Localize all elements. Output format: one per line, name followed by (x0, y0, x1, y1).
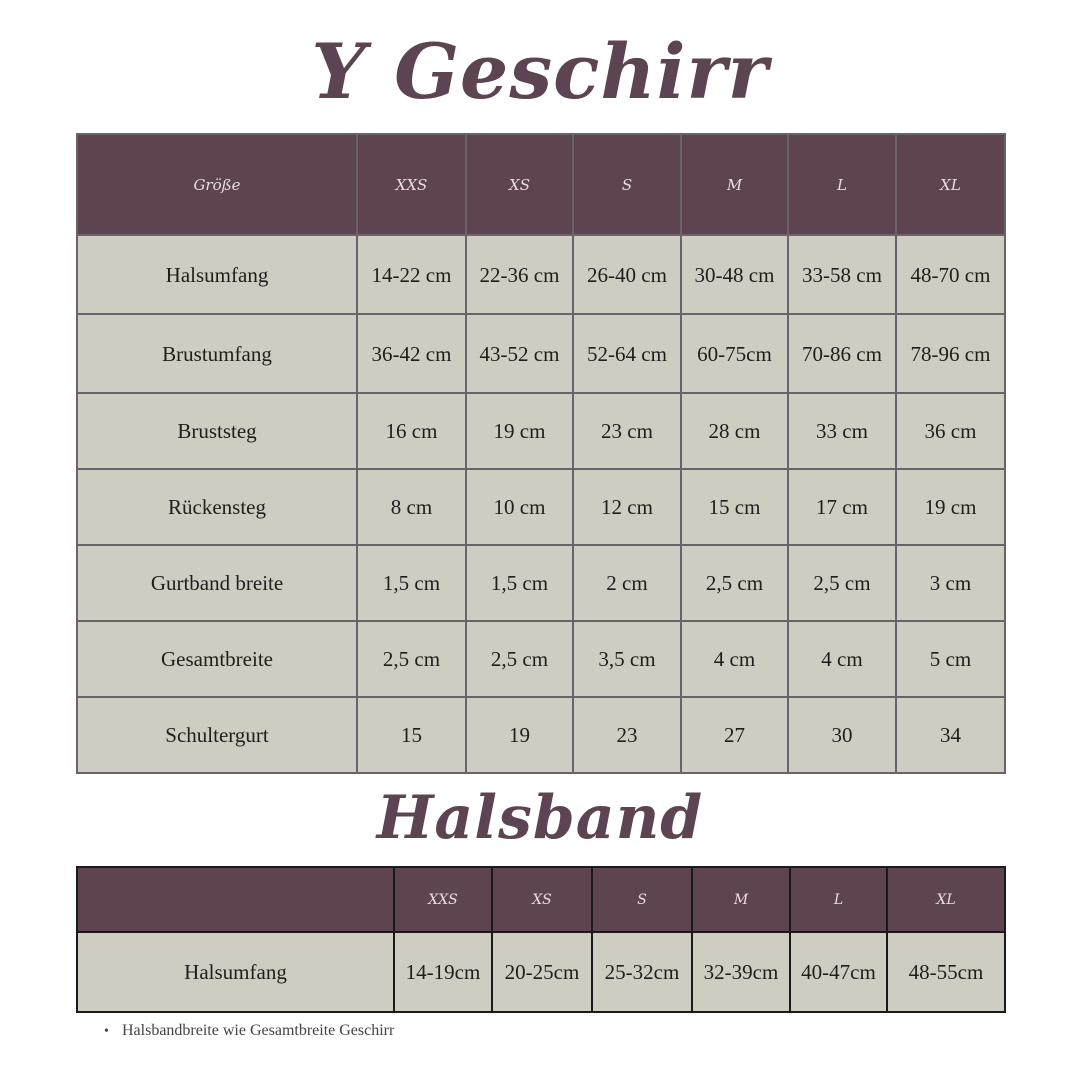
table-cell: 52-64 cm (573, 314, 681, 393)
header-cell-xxs: XXS (394, 867, 492, 932)
table-cell: 23 (573, 697, 681, 773)
table-cell: 70-86 cm (788, 314, 896, 393)
table-cell: 30-48 cm (681, 235, 788, 314)
table-cell: 20-25cm (492, 932, 592, 1012)
table-cell: 33 cm (788, 393, 896, 469)
collar-size-table (76, 866, 1006, 1013)
table-row (77, 545, 1005, 621)
header-cell-xl: XL (887, 867, 1005, 932)
table-cell: 36-42 cm (357, 314, 466, 393)
collar-header-row (77, 867, 1005, 932)
table-cell: 30 (788, 697, 896, 773)
table-cell: 36 cm (896, 393, 1005, 469)
header-cell-xs: XS (466, 134, 573, 235)
harness-header-row (77, 134, 1005, 235)
table-cell: 12 cm (573, 469, 681, 545)
table-cell: 32-39cm (692, 932, 790, 1012)
table-cell: 15 (357, 697, 466, 773)
row-label: Gesamtbreite (77, 621, 357, 697)
table-row (77, 314, 1005, 393)
table-cell: 14-19cm (394, 932, 492, 1012)
table-cell: 60-75cm (681, 314, 788, 393)
harness-title: Y Geschirr (311, 27, 769, 116)
table-cell: 14-22 cm (357, 235, 466, 314)
table-cell: 28 cm (681, 393, 788, 469)
header-cell-xs: XS (492, 867, 592, 932)
table-cell: 3 cm (896, 545, 1005, 621)
table-cell: 26-40 cm (573, 235, 681, 314)
table-cell: 22-36 cm (466, 235, 573, 314)
collar-title: Halsband (376, 783, 704, 853)
row-label: Schultergurt (77, 697, 357, 773)
row-label: Bruststeg (77, 393, 357, 469)
row-label: Brustumfang (77, 314, 357, 393)
table-row (77, 235, 1005, 314)
table-cell: 19 (466, 697, 573, 773)
table-cell: 2,5 cm (357, 621, 466, 697)
harness-size-table (76, 133, 1006, 774)
table-cell: 19 cm (466, 393, 573, 469)
table-cell: 48-70 cm (896, 235, 1005, 314)
table-cell: 33-58 cm (788, 235, 896, 314)
table-cell: 34 (896, 697, 1005, 773)
header-cell-xxs: XXS (357, 134, 466, 235)
table-row (77, 393, 1005, 469)
table-cell: 2,5 cm (466, 621, 573, 697)
table-cell: 48-55cm (887, 932, 1005, 1012)
table-row (77, 621, 1005, 697)
table-cell: 4 cm (681, 621, 788, 697)
header-cell-xl: XL (896, 134, 1005, 235)
row-label: Rückensteg (77, 469, 357, 545)
table-cell: 40-47cm (790, 932, 887, 1012)
header-cell-l: L (788, 134, 896, 235)
table-row (77, 932, 1005, 1012)
row-label: Halsumfang (77, 932, 394, 1012)
table-cell: 2 cm (573, 545, 681, 621)
table-cell: 1,5 cm (466, 545, 573, 621)
table-row (77, 469, 1005, 545)
table-cell: 2,5 cm (788, 545, 896, 621)
header-cell-l: L (790, 867, 887, 932)
table-cell: 43-52 cm (466, 314, 573, 393)
table-cell: 17 cm (788, 469, 896, 545)
table-cell: 5 cm (896, 621, 1005, 697)
table-cell: 10 cm (466, 469, 573, 545)
header-cell-s: S (573, 134, 681, 235)
table-cell: 8 cm (357, 469, 466, 545)
table-cell: 23 cm (573, 393, 681, 469)
bullet-icon: • (104, 1024, 109, 1039)
row-label: Halsumfang (77, 235, 357, 314)
collar-width-note (104, 1022, 394, 1040)
header-cell-s: S (592, 867, 692, 932)
table-cell: 3,5 cm (573, 621, 681, 697)
row-label: Gurtband breite (77, 545, 357, 621)
table-cell: 27 (681, 697, 788, 773)
table-cell: 4 cm (788, 621, 896, 697)
header-cell-m: M (692, 867, 790, 932)
table-cell: 19 cm (896, 469, 1005, 545)
header-cell-size: Größe (77, 134, 357, 235)
header-cell-empty (77, 867, 394, 932)
table-cell: 25-32cm (592, 932, 692, 1012)
table-cell: 78-96 cm (896, 314, 1005, 393)
table-cell: 1,5 cm (357, 545, 466, 621)
table-cell: 2,5 cm (681, 545, 788, 621)
table-cell: 15 cm (681, 469, 788, 545)
table-cell: 16 cm (357, 393, 466, 469)
note-text: Halsbandbreite wie Gesamtbreite Geschirr (122, 1022, 395, 1039)
table-row (77, 697, 1005, 773)
header-cell-m: M (681, 134, 788, 235)
